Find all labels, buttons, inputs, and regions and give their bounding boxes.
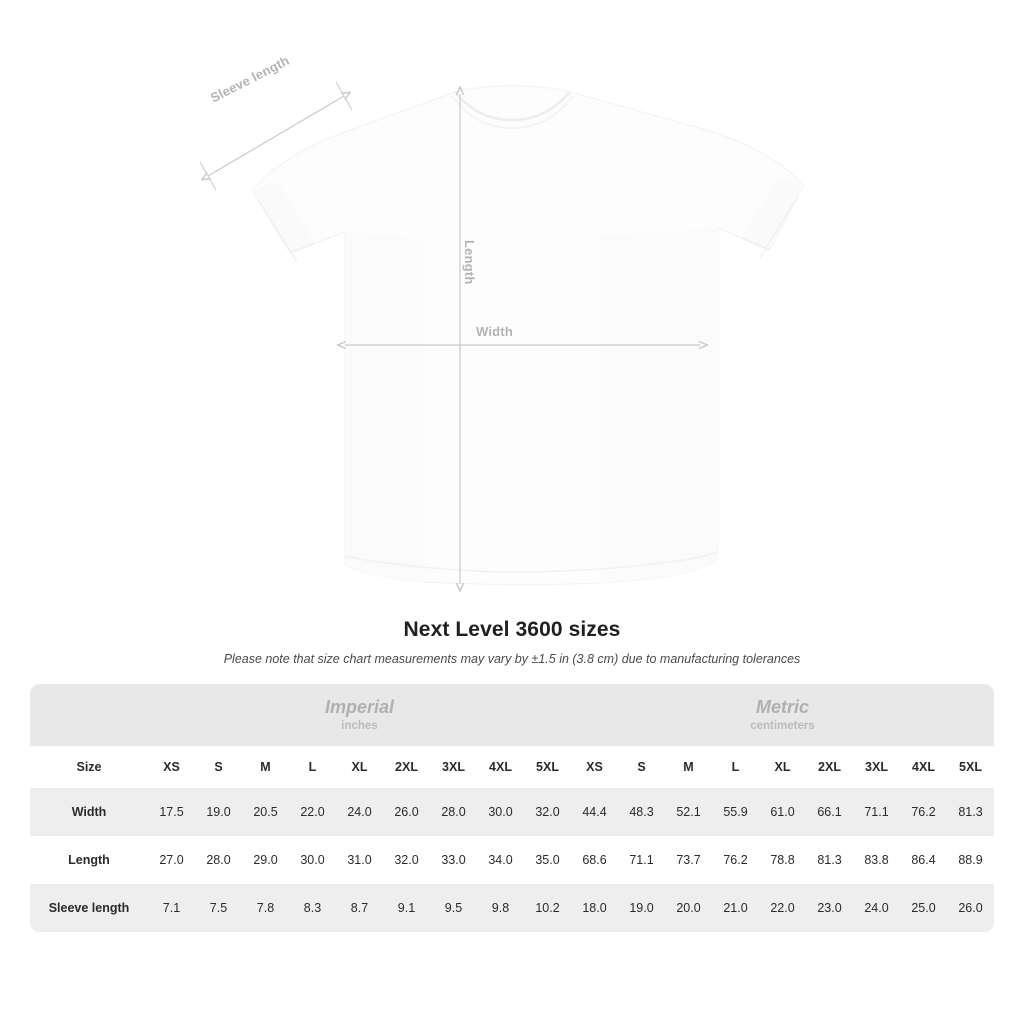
size-header-label: Size bbox=[30, 746, 148, 788]
size-chart-table bbox=[30, 684, 994, 932]
size-column-header: L bbox=[289, 746, 336, 788]
measurement-cell: 68.6 bbox=[571, 836, 618, 884]
measurement-cell: 34.0 bbox=[477, 836, 524, 884]
size-column-header: M bbox=[665, 746, 712, 788]
measurement-cell: 81.3 bbox=[806, 836, 853, 884]
unit-group-imperial-sub: inches bbox=[341, 720, 378, 733]
measurement-cell: 9.5 bbox=[430, 884, 477, 932]
unit-header-row bbox=[30, 684, 994, 746]
size-column-header: M bbox=[242, 746, 289, 788]
measurement-cell: 7.8 bbox=[242, 884, 289, 932]
measurement-cell: 55.9 bbox=[712, 788, 759, 836]
size-chart-body bbox=[30, 788, 994, 932]
size-column-header: XL bbox=[759, 746, 806, 788]
measurement-cell: 24.0 bbox=[853, 884, 900, 932]
size-column-header: 4XL bbox=[477, 746, 524, 788]
size-column-header: 5XL bbox=[947, 746, 994, 788]
measurement-cell: 22.0 bbox=[759, 884, 806, 932]
size-column-header: 2XL bbox=[806, 746, 853, 788]
measurement-cell: 24.0 bbox=[336, 788, 383, 836]
tolerance-note: Please note that size chart measurements may vary by ±1.5 in (3.8 cm) due to manufacturing tolerances bbox=[223, 652, 801, 666]
measurement-cell: 10.2 bbox=[524, 884, 571, 932]
measurement-cell: 83.8 bbox=[853, 836, 900, 884]
measurement-cell: 52.1 bbox=[665, 788, 712, 836]
measurement-cell: 26.0 bbox=[947, 884, 994, 932]
measurement-cell: 28.0 bbox=[430, 788, 477, 836]
measurement-row-label: Sleeve length bbox=[30, 884, 148, 932]
size-column-header: 5XL bbox=[524, 746, 571, 788]
measurement-cell: 32.0 bbox=[383, 836, 430, 884]
size-column-header: 2XL bbox=[383, 746, 430, 788]
unit-group-imperial-name: Imperial bbox=[324, 696, 395, 717]
measurement-cell: 20.0 bbox=[665, 884, 712, 932]
measurement-cell: 76.2 bbox=[712, 836, 759, 884]
measurement-cell: 17.5 bbox=[148, 788, 195, 836]
measurement-cell: 8.3 bbox=[289, 884, 336, 932]
measurement-cell: 20.5 bbox=[242, 788, 289, 836]
measurement-cell: 31.0 bbox=[336, 836, 383, 884]
measurement-cell: 81.3 bbox=[947, 788, 994, 836]
size-column-header: XS bbox=[571, 746, 618, 788]
size-column-header: 3XL bbox=[853, 746, 900, 788]
measurement-cell: 9.1 bbox=[383, 884, 430, 932]
size-column-header: XL bbox=[336, 746, 383, 788]
measurement-cell: 30.0 bbox=[289, 836, 336, 884]
measurement-cell: 33.0 bbox=[430, 836, 477, 884]
measurement-row-label: Width bbox=[30, 788, 148, 836]
measurement-cell: 88.9 bbox=[947, 836, 994, 884]
size-chart-table-wrap bbox=[30, 684, 994, 932]
title-block bbox=[0, 618, 1024, 666]
measurement-cell: 26.0 bbox=[383, 788, 430, 836]
width-label: Width bbox=[476, 324, 513, 339]
measurement-cell: 48.3 bbox=[618, 788, 665, 836]
sleeve-length-label: Sleeve length bbox=[208, 52, 292, 106]
measurement-cell: 61.0 bbox=[759, 788, 806, 836]
measurement-cell: 35.0 bbox=[524, 836, 571, 884]
table-row bbox=[30, 836, 994, 884]
measurement-cell: 76.2 bbox=[900, 788, 947, 836]
measurement-cell: 44.4 bbox=[571, 788, 618, 836]
size-column-header: XS bbox=[148, 746, 195, 788]
length-label: Length bbox=[462, 240, 477, 285]
size-column-header: S bbox=[618, 746, 665, 788]
unit-group-metric-sub: centimeters bbox=[750, 720, 815, 733]
measurement-cell: 66.1 bbox=[806, 788, 853, 836]
unit-group-metric bbox=[571, 684, 994, 746]
measurement-cell: 22.0 bbox=[289, 788, 336, 836]
measurement-cell: 71.1 bbox=[853, 788, 900, 836]
measurement-cell: 27.0 bbox=[148, 836, 195, 884]
measurement-cell: 86.4 bbox=[900, 836, 947, 884]
tshirt-shape bbox=[252, 86, 804, 584]
size-column-header: 3XL bbox=[430, 746, 477, 788]
measurement-cell: 23.0 bbox=[806, 884, 853, 932]
measurement-cell: 9.8 bbox=[477, 884, 524, 932]
measurement-cell: 19.0 bbox=[618, 884, 665, 932]
measurement-row-label: Length bbox=[30, 836, 148, 884]
measurement-cell: 21.0 bbox=[712, 884, 759, 932]
unit-group-metric-name: Metric bbox=[755, 696, 809, 717]
measurement-cell: 8.7 bbox=[336, 884, 383, 932]
unit-header-corner bbox=[30, 684, 148, 746]
measurement-cell: 30.0 bbox=[477, 788, 524, 836]
measurement-cell: 32.0 bbox=[524, 788, 571, 836]
measurement-cell: 29.0 bbox=[242, 836, 289, 884]
measurement-cell: 19.0 bbox=[195, 788, 242, 836]
size-column-header: S bbox=[195, 746, 242, 788]
page-title: Next Level 3600 sizes bbox=[403, 618, 621, 641]
measurement-cell: 73.7 bbox=[665, 836, 712, 884]
measurement-cell: 18.0 bbox=[571, 884, 618, 932]
table-row bbox=[30, 884, 994, 932]
measurement-cell: 7.5 bbox=[195, 884, 242, 932]
table-row bbox=[30, 788, 994, 836]
size-column-header: 4XL bbox=[900, 746, 947, 788]
unit-group-imperial bbox=[148, 684, 571, 746]
measurement-cell: 28.0 bbox=[195, 836, 242, 884]
measurement-cell: 71.1 bbox=[618, 836, 665, 884]
size-column-header: L bbox=[712, 746, 759, 788]
measurement-cell: 78.8 bbox=[759, 836, 806, 884]
measurement-cell: 7.1 bbox=[148, 884, 195, 932]
size-header-row bbox=[30, 746, 994, 788]
measurement-cell: 25.0 bbox=[900, 884, 947, 932]
